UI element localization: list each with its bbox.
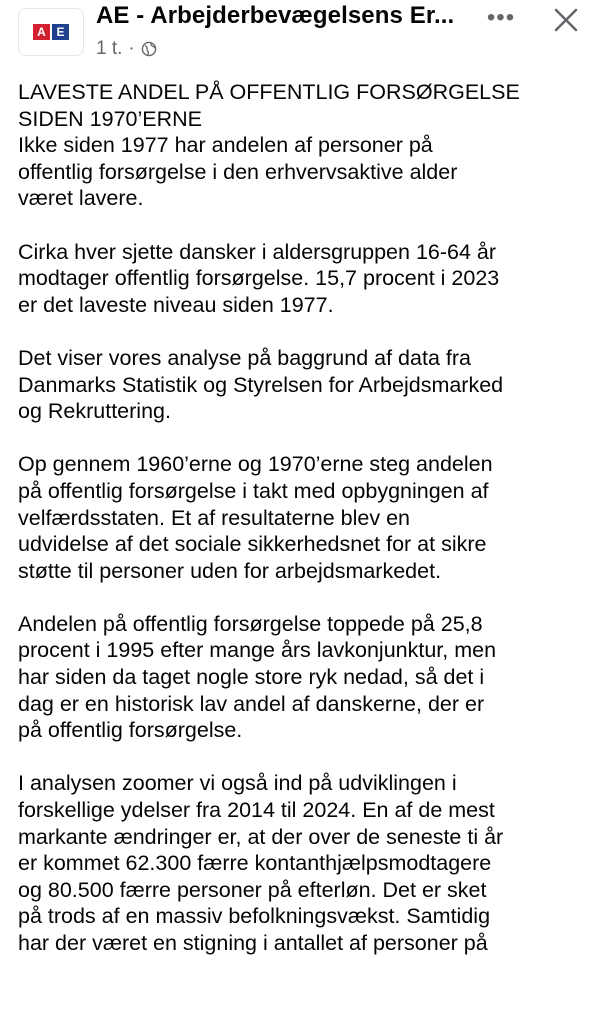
meta-separator: · <box>128 38 135 59</box>
page-avatar[interactable] <box>18 8 84 56</box>
page-name-link[interactable]: AE - Arbejderbevægelsens Er... <box>96 2 455 29</box>
avatar-letter-e: E <box>52 24 69 40</box>
close-button[interactable] <box>548 2 584 38</box>
globe-icon <box>141 41 157 57</box>
post-paragraph: Andelen på offentlig forsørgelse toppede på 25,8 procent i 1995 efter mange års lavkonjunktur, men har siden da taget nogle store ryk nedad, så det i dag er en historisk lav andel af danskerne, der er på offentlig forsørgelse. <box>18 611 497 743</box>
post-header <box>0 0 602 72</box>
more-options-button[interactable] <box>478 0 524 36</box>
close-icon <box>554 8 578 32</box>
post-paragraph: I analysen zoomer vi også ind på udviklingen i forskellige ydelser fra 2014 til 2024. En af de mest markante ændringer er, at der over de seneste ti år er kommet 62.300 færre kontanthjælpsmodtagere og 80.500 færre personer på efterløn. Det er sket på trods af en massiv befolkningsvækst. Samtidig har der været en stigning i antallet af personer på <box>18 771 504 955</box>
avatar-letter-a: A <box>33 24 50 40</box>
more-icon: ••• <box>486 4 516 31</box>
post-body <box>18 79 588 957</box>
post-timestamp[interactable]: 1 t. <box>96 38 123 59</box>
post-paragraph: LAVESTE ANDEL PÅ OFFENTLIG FORSØRGELSE SIDEN 1970’ERNE Ikke siden 1977 har andelen af personer på offentlig forsørgelse i den erhvervsaktive alder været lavere. <box>18 80 520 211</box>
post-paragraph: Cirka hver sjette dansker i aldersgruppen 16-64 år modtager offentlig forsørgelse. 15,7 procent i 2023 er det laveste niveau siden 1977. <box>18 239 500 317</box>
post-paragraph: Op gennem 1960’erne og 1970’erne steg andelen på offentlig forsørgelse i takt med opbygningen af velfærdsstaten. Et af resultaterne blev en udvidelse af det sociale sikkerhedsnet for at sikre støtte til personer uden for arbejdsmarkedet. <box>18 452 493 583</box>
post-paragraph: Det viser vores analyse på baggrund af data fra Danmarks Statistik og Styrelsen for Arbejdsmarked og Rekruttering. <box>18 345 504 424</box>
post-meta <box>96 38 157 60</box>
